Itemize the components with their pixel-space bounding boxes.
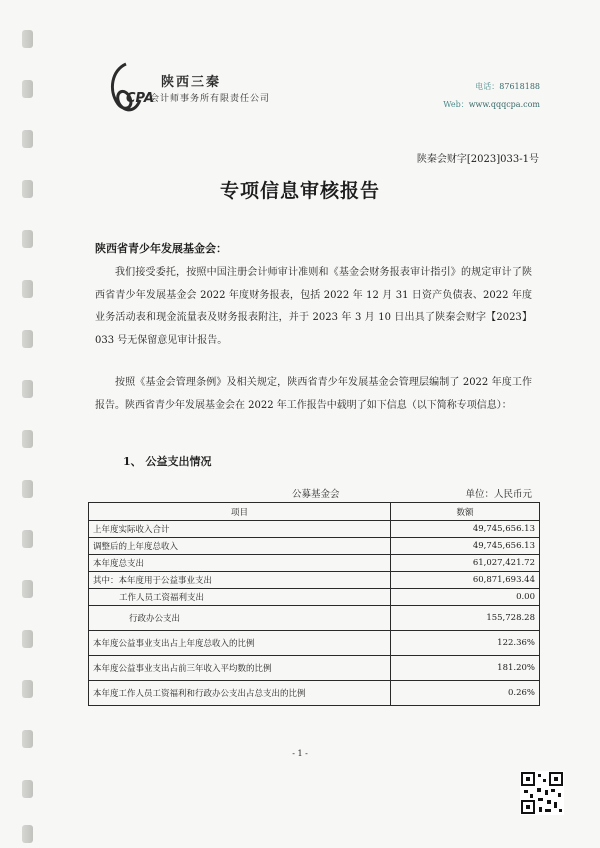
table-row: 工作人员工资福利支出 0.00 [89,589,540,606]
col-header-amount: 数额 [391,503,540,521]
logo-text: CPA [126,91,154,106]
table-row: 本年度公益事业支出占前三年收入平均数的比例 181.20% [89,656,540,681]
table-row: 上年度实际收入合计 49,745,656.13 [89,521,540,538]
currency-unit: 单位：人民币元 [465,489,532,500]
phone-label: 电话： [475,82,500,91]
section-title: 1、 公益支出情况 [123,455,212,468]
table-row: 其中：本年度用于公益事业支出 60,871,693.44 [89,572,540,589]
table-row: 本年度总支出 61,027,421.72 [89,555,540,572]
table-row: 调整后的上年度总收入 49,745,656.13 [89,538,540,555]
phone-number: 87618188 [499,82,540,91]
table-row: 本年度公益事业支出占上年度总收入的比例 122.36% [89,631,540,656]
expenditure-table [88,502,540,706]
page-title: 专项信息审核报告 [219,180,380,202]
paragraph-2: 按照《基金会管理条例》及相关规定，陕西省青少年发展基金会管理层编制了 2022 年度工作报告。陕西省青少年发展基金会在 2022 年工作报告中载明了如下信息（以下简称专项信息）： [95,377,532,411]
qr-code-icon [520,771,564,815]
binding-holes [18,0,38,848]
company-name: 陕西三秦 [161,75,222,90]
contact-info [443,78,540,114]
company-logo [104,60,156,118]
col-header-item: 项目 [89,503,391,521]
web-label: Web： [443,100,469,109]
reference-number: 陕秦会财字[2023]033-1号 [416,154,539,165]
web-address: www.qqqcpa.com [468,100,540,109]
paragraph-1: 我们接受委托，按照中国注册会计师审计准则和《基金会财务报表审计指引》的规定审计了陕西省青少年发展基金会 2022 年度财务报表，包括 2022 年 12 月 31 日资产负债表、2022 年度业务活动表和现金流量表及财务报表附注，并于 2023 年 3 月 10 日出具了陕秦会财字【2023】033 号无保留意见审计报告。 [95,267,532,346]
org-type: 公募基金会 [292,489,340,500]
company-subtitle: 会计师事务所有限责任公司 [150,94,271,104]
addressee: 陕西省青少年发展基金会： [95,242,227,255]
table-row: 行政办公支出 155,728.28 [89,606,540,631]
table-row: 本年度工作人员工资福利和行政办公支出占总支出的比例 0.26% [89,681,540,706]
page-number: - 1 - [292,749,308,758]
